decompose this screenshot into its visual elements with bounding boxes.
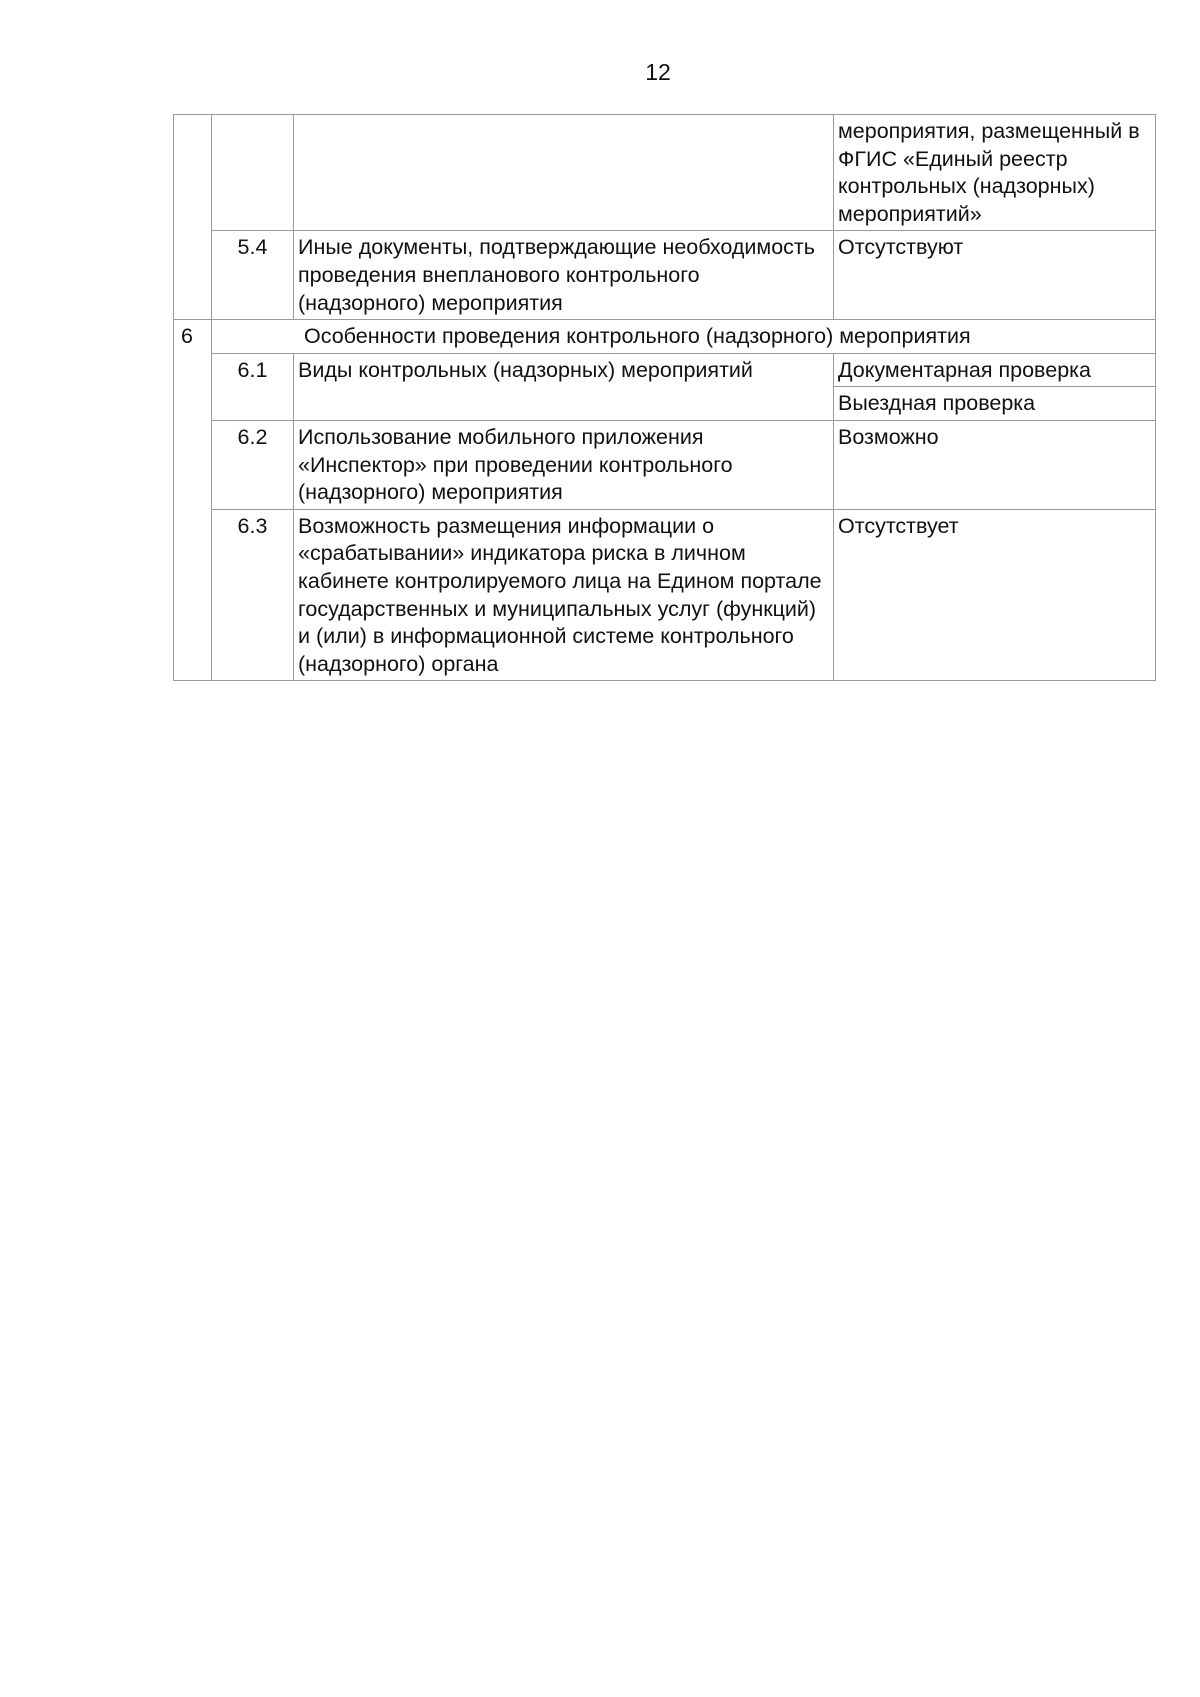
item-number-cell: 6.2 [212,420,294,509]
item-value-cell: Выездная проверка [834,387,1156,421]
table-row-5-4 [174,231,1156,320]
table-row-6-2 [174,420,1156,509]
section-number-cell [174,509,212,681]
document-table [173,114,1156,681]
table-row-6-1 [174,353,1156,387]
item-label-cell: Иные документы, подтверждающие необходимость проведения внепланового контрольного (надзорного) мероприятия [294,231,834,320]
item-value-cell: Возможно [834,420,1156,509]
table-row-6-3 [174,509,1156,681]
item-label-cell: Использование мобильного приложения «Инспектор» при проведении контрольного (надзорного) мероприятия [294,420,834,509]
page-number: 12 [645,59,671,85]
item-value-cell: Документарная проверка [834,353,1156,387]
item-number-cell [212,115,294,231]
section-number-cell [174,115,212,231]
section-number-cell: 6 [174,320,212,354]
item-number-cell: 5.4 [212,231,294,320]
item-value-cell: Отсутствуют [834,231,1156,320]
section-title: Особенности проведения контрольного (надзорного) мероприятия [304,324,971,349]
item-label-cell: Возможность размещения информации о «срабатывании» индикатора риска в личном кабинете контролируемого лица на Едином портале государственных и муниципальных услуг (функций) и (или) в информационной системе контрольного (надзорного) органа [294,509,834,681]
item-value-cell: Отсутствует [834,509,1156,681]
section-number-cell [174,231,212,320]
item-label-cell [294,115,834,231]
item-label-cell: Виды контрольных (надзорных) мероприятий [294,353,834,420]
item-number-cell: 6.1 [212,353,294,420]
section-title-cell [212,320,1156,354]
item-value-cell: мероприятия, размещенный в ФГИС «Единый реестр контрольных (надзорных) мероприятий» [834,115,1156,231]
item-number-cell: 6.3 [212,509,294,681]
table-row-section-6 [174,320,1156,354]
section-number-cell [174,353,212,420]
section-number-cell [174,420,212,509]
table-row-continuation [174,115,1156,231]
